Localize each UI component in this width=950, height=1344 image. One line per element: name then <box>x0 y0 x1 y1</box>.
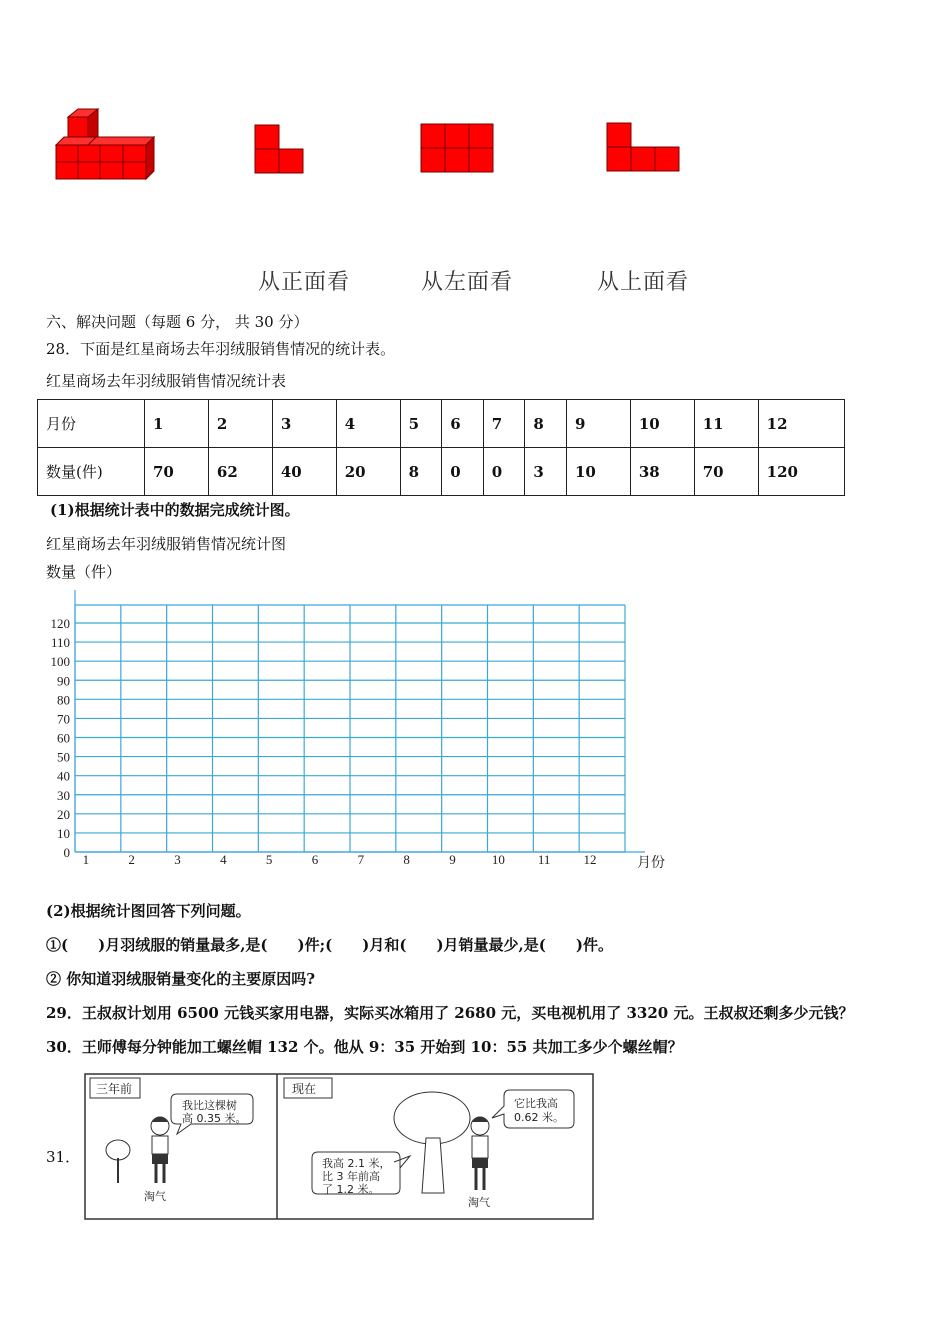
x-tick-label: 3 <box>174 852 181 867</box>
table-cell-month: 6 <box>442 400 484 448</box>
table-cell-quantity: 8 <box>400 448 442 496</box>
table-cell-quantity: 38 <box>630 448 694 496</box>
x-tick-label: 11 <box>537 852 551 867</box>
table-cell-month: 9 <box>566 400 630 448</box>
sales-statistics-table <box>37 399 845 496</box>
front-view-figure <box>254 124 306 176</box>
chart-x-label: 月份 <box>637 855 665 871</box>
top-view-figure <box>606 122 682 174</box>
panel2-title: 现在 <box>292 1082 317 1096</box>
question-28-text: 28．下面是红星商场去年羽绒服销售情况的统计表。 <box>46 340 396 358</box>
section-heading: 六、解决问题（每题 6 分， 共 30 分） <box>46 313 309 331</box>
question-a: ①( )月羽绒服的销量最多,是( )件;( )月和( )月销量最少,是( )件。 <box>46 936 613 954</box>
sub-question-2: (2)根据统计图回答下列问题。 <box>46 902 251 920</box>
table-cell-quantity: 10 <box>566 448 630 496</box>
sub-question-1: (1)根据统计表中的数据完成统计图。 <box>50 501 300 519</box>
x-tick-label: 1 <box>82 852 90 867</box>
panel2-right-bubble-line2: 0.62 米。 <box>514 1111 564 1124</box>
y-tick-label: 60 <box>57 730 70 746</box>
question-31-number: 31． <box>46 1148 81 1166</box>
x-tick-label: 10 <box>491 852 505 867</box>
x-tick-label: 7 <box>357 852 365 867</box>
chart-y-label: 数量（件） <box>46 563 122 581</box>
y-tick-label: 50 <box>57 749 70 765</box>
x-tick-label: 8 <box>403 852 410 867</box>
question-29-text: 29．王叔叔计划用 6500 元钱买家用电器，实际买冰箱用了 2680 元，买电视机用了 3320 元。王叔叔还剩多少元钱？ <box>46 1004 854 1022</box>
x-tick-label: 9 <box>449 852 456 867</box>
table-row <box>38 448 845 496</box>
table-cell-quantity: 0 <box>442 448 484 496</box>
panel2-right-bubble-line1: 它比我高 <box>514 1097 558 1110</box>
x-tick-label: 2 <box>128 852 135 867</box>
table-cell-quantity: 120 <box>758 448 844 496</box>
y-tick-label: 70 <box>57 711 70 727</box>
small-tree-icon <box>106 1140 130 1183</box>
y-tick-label: 0 <box>63 845 70 860</box>
table-row <box>38 400 845 448</box>
table-cell-month: 12 <box>758 400 844 448</box>
question-b: ② 你知道羽绒服销量变化的主要原因吗? <box>46 970 316 988</box>
x-tick-label: 12 <box>583 852 597 867</box>
panel1-bubble-line1: 我比这棵树 <box>182 1099 237 1112</box>
table-cell-quantity: 3 <box>525 448 567 496</box>
big-tree-icon <box>394 1092 470 1193</box>
table-header-quantity: 数量(件) <box>38 448 145 496</box>
table-header-month: 月份 <box>38 400 145 448</box>
y-tick-label: 30 <box>57 787 70 803</box>
x-tick-label: 4 <box>220 852 227 867</box>
x-tick-label: 6 <box>311 852 319 867</box>
cube-3d-figure <box>50 105 155 185</box>
chart-title: 红星商场去年羽绒服销售情况统计图 <box>46 535 287 553</box>
y-tick-label: 10 <box>57 825 70 841</box>
panel2-left-bubble-line1: 我高 2.1 米， <box>322 1157 391 1170</box>
y-tick-label: 110 <box>50 635 70 651</box>
panel2-name: 淘气 <box>468 1196 490 1209</box>
panel2-left-bubble-line2: 比 3 年前高 <box>322 1170 380 1183</box>
table-cell-month: 3 <box>272 400 336 448</box>
table-title: 红星商场去年羽绒服销售情况统计表 <box>46 372 287 390</box>
table-cell-month: 1 <box>145 400 209 448</box>
table-cell-quantity: 62 <box>208 448 272 496</box>
table-cell-quantity: 70 <box>145 448 209 496</box>
table-cell-month: 11 <box>694 400 758 448</box>
y-tick-label: 80 <box>57 692 70 708</box>
table-cell-quantity: 70 <box>694 448 758 496</box>
table-cell-quantity: 40 <box>272 448 336 496</box>
panel1-title: 三年前 <box>96 1082 133 1096</box>
top-view-label: 从上面看 <box>597 270 690 295</box>
y-tick-label: 20 <box>57 806 70 822</box>
front-view-label: 从正面看 <box>258 270 351 295</box>
y-tick-label: 90 <box>57 673 70 689</box>
left-view-figure <box>420 123 496 175</box>
panel2-left-bubble-line3: 了 1.2 米。 <box>322 1183 380 1196</box>
table-cell-month: 10 <box>630 400 694 448</box>
table-cell-month: 2 <box>208 400 272 448</box>
table-cell-month: 7 <box>483 400 525 448</box>
boy-figure-icon <box>151 1117 169 1183</box>
panel1-bubble-line2: 高 0.35 米。 <box>182 1112 247 1125</box>
table-cell-quantity: 0 <box>483 448 525 496</box>
panel1-name: 淘气 <box>144 1190 166 1203</box>
x-tick-label: 5 <box>265 852 273 867</box>
table-cell-month: 4 <box>336 400 400 448</box>
boy-figure-icon <box>471 1117 489 1190</box>
comic-illustration <box>82 1068 597 1223</box>
y-tick-label: 40 <box>57 768 70 784</box>
y-tick-label: 120 <box>50 616 70 631</box>
table-cell-month: 5 <box>400 400 442 448</box>
table-cell-quantity: 20 <box>336 448 400 496</box>
left-view-label: 从左面看 <box>421 270 514 295</box>
blank-line-chart-grid[interactable] <box>40 585 680 880</box>
table-cell-month: 8 <box>525 400 567 448</box>
y-tick-label: 100 <box>50 654 70 670</box>
question-30-text: 30．王师傅每分钟能加工螺丝帽 132 个。他从 9：35 开始到 10：55 共加工多少个螺丝帽？ <box>46 1038 683 1056</box>
